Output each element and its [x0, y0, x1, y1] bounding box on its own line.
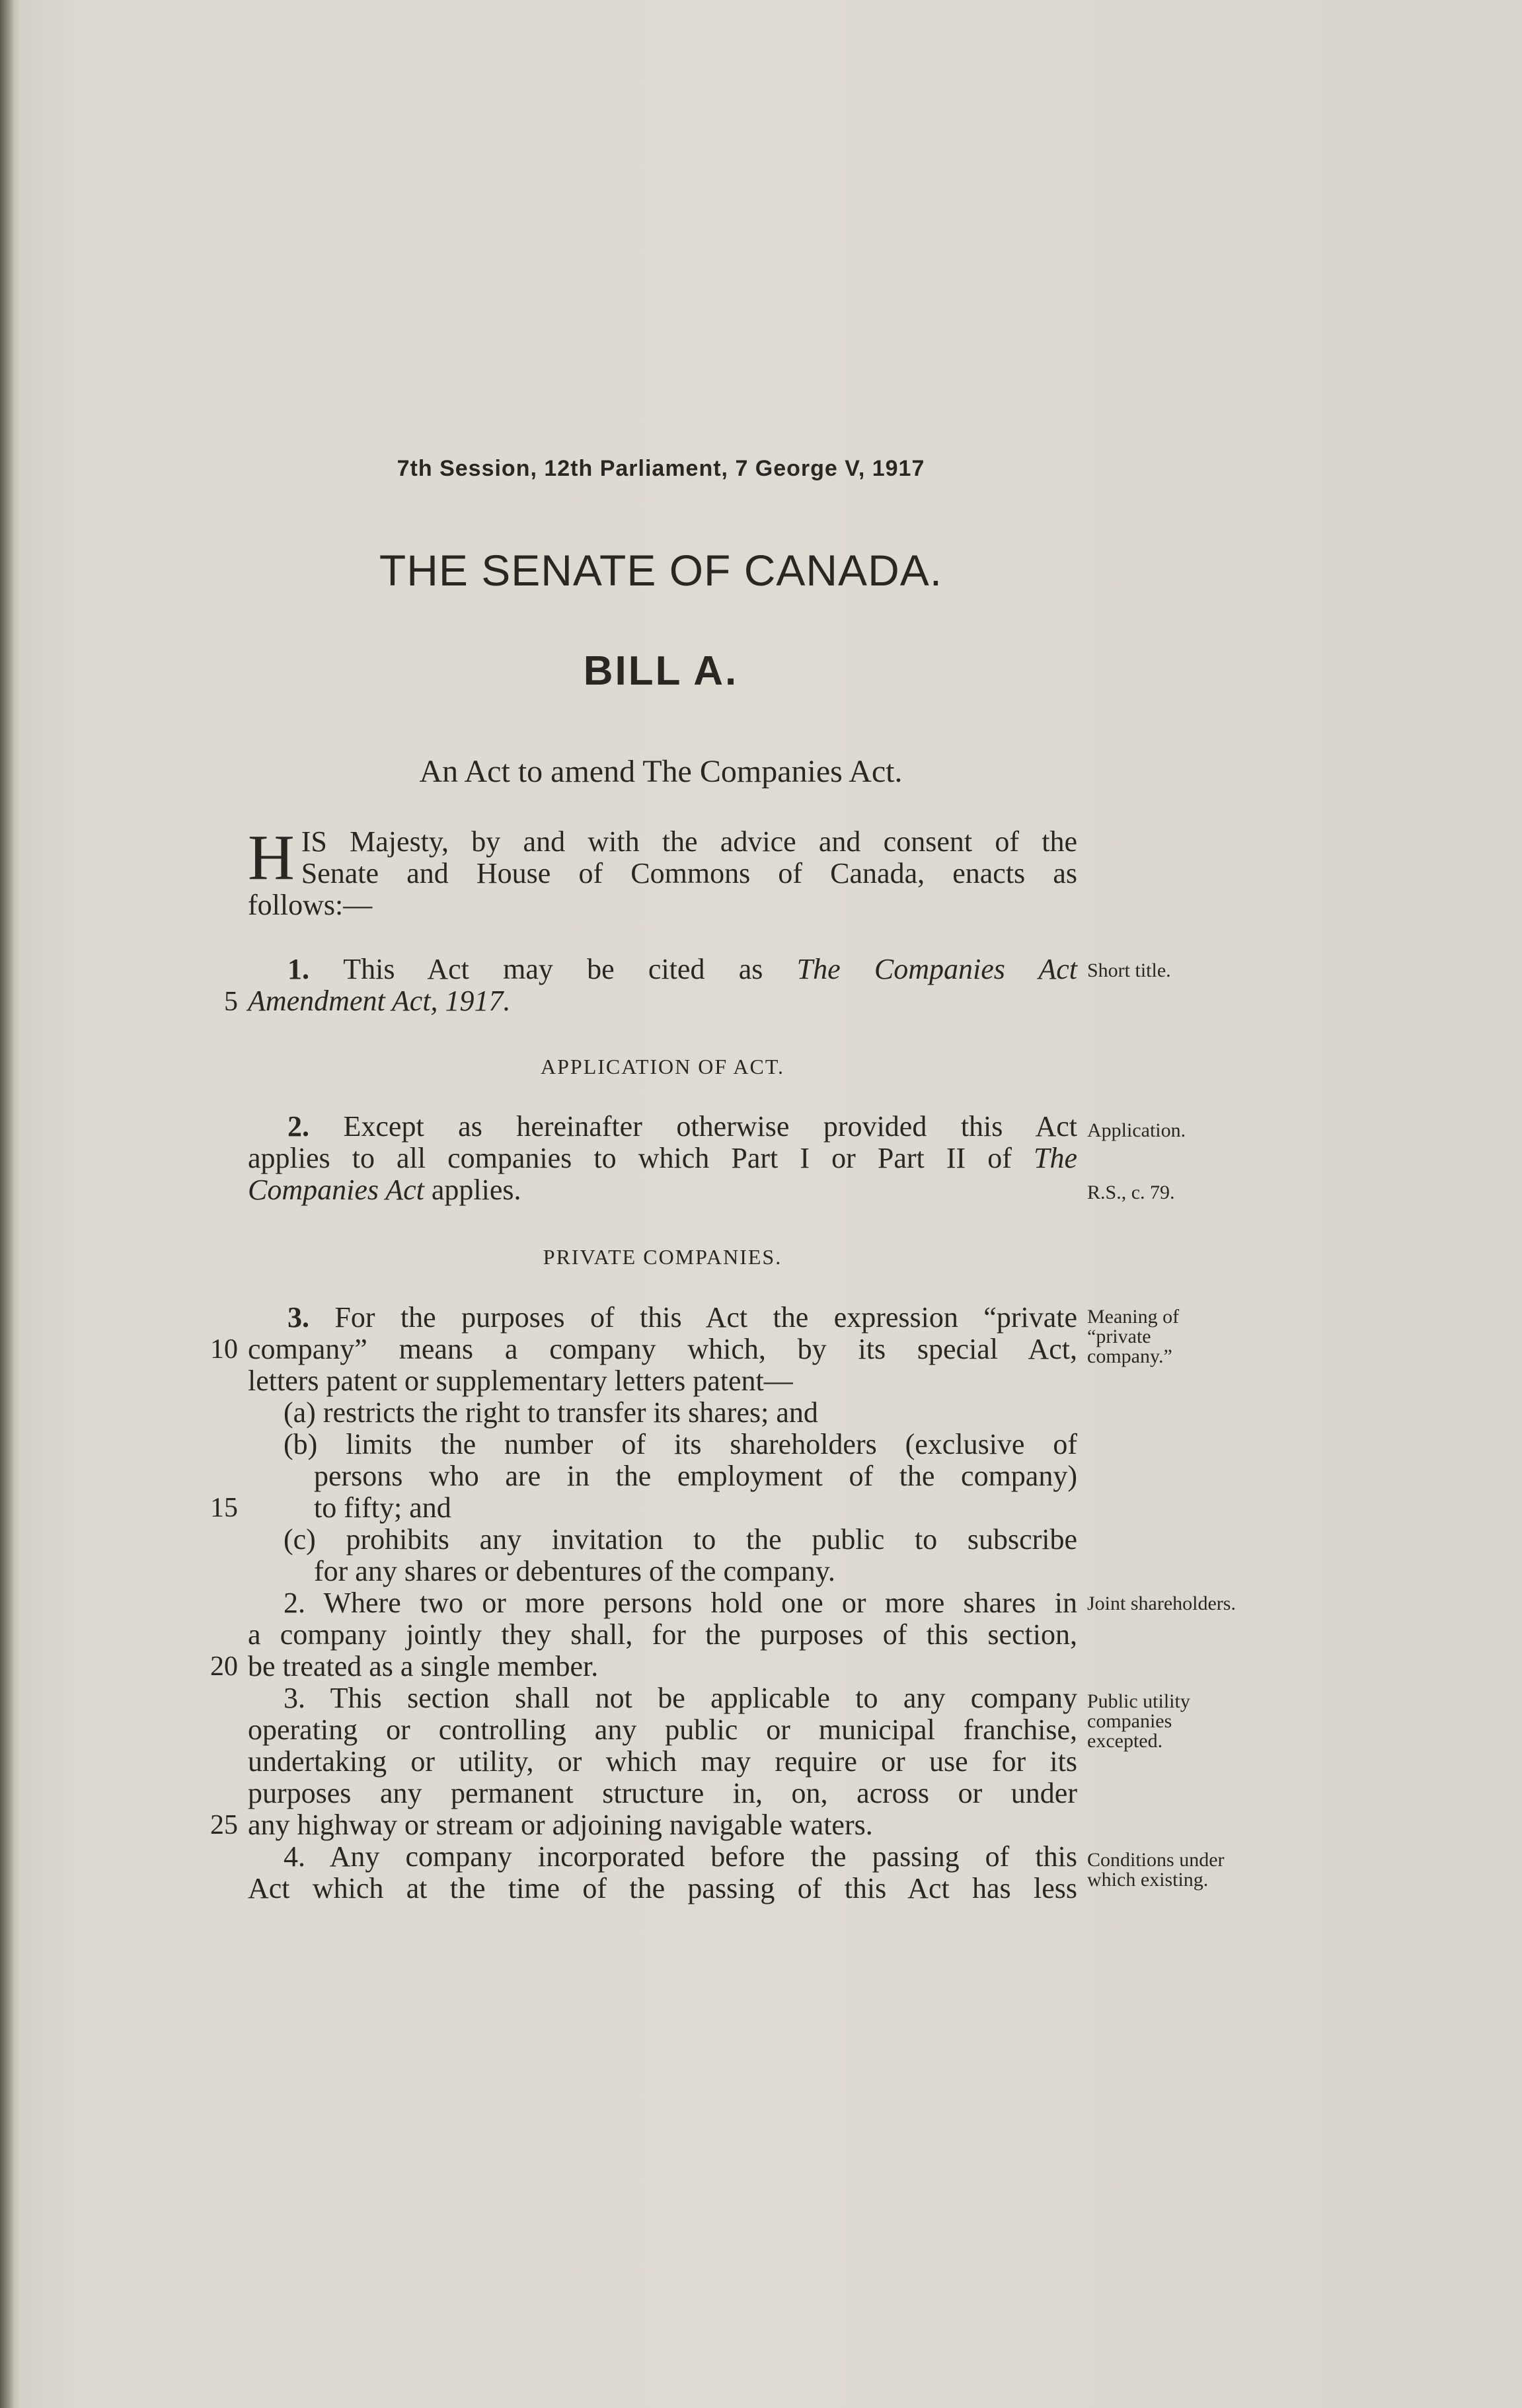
section-line: 3. This section shall not be applicable to any company [284, 1682, 1077, 1714]
line-number: 5 [224, 987, 238, 1017]
heading-application: APPLICATION OF ACT. [541, 1055, 784, 1078]
senate-title: THE SENATE OF CANADA. [379, 546, 943, 595]
heading-private-companies: PRIVATE COMPANIES. [543, 1245, 782, 1269]
section-line: be treated as a single member. [248, 1650, 599, 1682]
marginal-note: Conditions under which existing. [1087, 1849, 1225, 1891]
section-line: purposes any permanent structure in, on, across or under [248, 1777, 1077, 1809]
section-2 [248, 1111, 1077, 1206]
enacting-clause [248, 822, 1077, 921]
section-number: 1. [287, 953, 309, 985]
line-number: 20 [210, 1651, 238, 1682]
marginal-note: Meaning of “private company.” [1087, 1306, 1180, 1367]
marginal-note: Short title. [1087, 959, 1171, 981]
enacting-line: follows:— [248, 889, 373, 921]
section-text-italic: The Companies Act [796, 953, 1077, 985]
section-line: to fifty; and [314, 1491, 451, 1524]
bill-title: BILL A. [583, 648, 739, 694]
section-text: applies to all companies to which Part I or Part II of [248, 1142, 1034, 1174]
drop-cap: H [248, 822, 295, 893]
section-line: 4. Any company incorporated before the passing of this [284, 1840, 1077, 1873]
line-number: 10 [210, 1334, 238, 1365]
marginal-note: Joint shareholders. [1087, 1593, 1236, 1614]
section-line [248, 1143, 1077, 1174]
section-text: Except as hereinafter otherwise provided this Act [343, 1110, 1078, 1143]
section-text-italic: Companies Act [248, 1174, 424, 1206]
section-text-italic: Amendment Act, 1917. [248, 985, 511, 1017]
section-text: For the purposes of this Act the expression “private [334, 1301, 1077, 1334]
section-line: (a) restricts the right to transfer its shares; and [284, 1396, 818, 1429]
section-number: 3. [287, 1301, 309, 1334]
section-line: 2. Where two or more persons hold one or more shares in [284, 1587, 1077, 1619]
section-1 [248, 954, 1077, 1017]
binding-edge [0, 0, 15, 2408]
section-line: letters patent or supplementary letters patent— [248, 1365, 793, 1397]
section-line: undertaking or utility, or which may require or use for its [248, 1745, 1077, 1778]
section-text: This Act may be cited as [343, 953, 797, 985]
section-line: Act which at the time of the passing of this Act has less [248, 1872, 1077, 1904]
section-line: company” means a company which, by its special Act, [248, 1333, 1077, 1365]
section-line [248, 985, 1077, 1017]
section-line [248, 1111, 1077, 1143]
section-line [248, 1302, 1077, 1334]
line-number: 25 [210, 1810, 238, 1840]
section-text-italic: The [1034, 1142, 1077, 1174]
enacting-line: Senate and House of Commons of Canada, enacts as [301, 857, 1077, 889]
section-line: (b) limits the number of its shareholders (exclusive of [284, 1428, 1077, 1460]
enacting-line: IS Majesty, by and with the advice and consent of the [301, 825, 1077, 858]
section-line: any highway or stream or adjoining navigable waters. [248, 1809, 873, 1841]
section-line [248, 954, 1077, 985]
section-line: a company jointly they shall, for the purposes of this section, [248, 1618, 1077, 1651]
section-line: (c) prohibits any invitation to the public to subscribe [284, 1523, 1077, 1556]
section-line: for any shares or debentures of the company. [314, 1555, 835, 1587]
marginal-note: Public utility companies excepted. [1087, 1690, 1190, 1752]
act-title: An Act to amend The Companies Act. [419, 754, 903, 789]
section-line: persons who are in the employment of the company) [314, 1460, 1077, 1492]
section-3 [248, 1302, 1077, 1904]
marginal-note: R.S., c. 79. [1087, 1182, 1175, 1203]
section-line [248, 1174, 1077, 1206]
section-line: operating or controlling any public or municipal franchise, [248, 1713, 1077, 1746]
session-line: 7th Session, 12th Parliament, 7 George V, 1917 [397, 456, 925, 481]
section-text: applies. [424, 1174, 521, 1206]
section-number: 2. [287, 1110, 309, 1143]
marginal-note: Application. [1087, 1119, 1186, 1141]
line-number: 15 [210, 1493, 238, 1523]
